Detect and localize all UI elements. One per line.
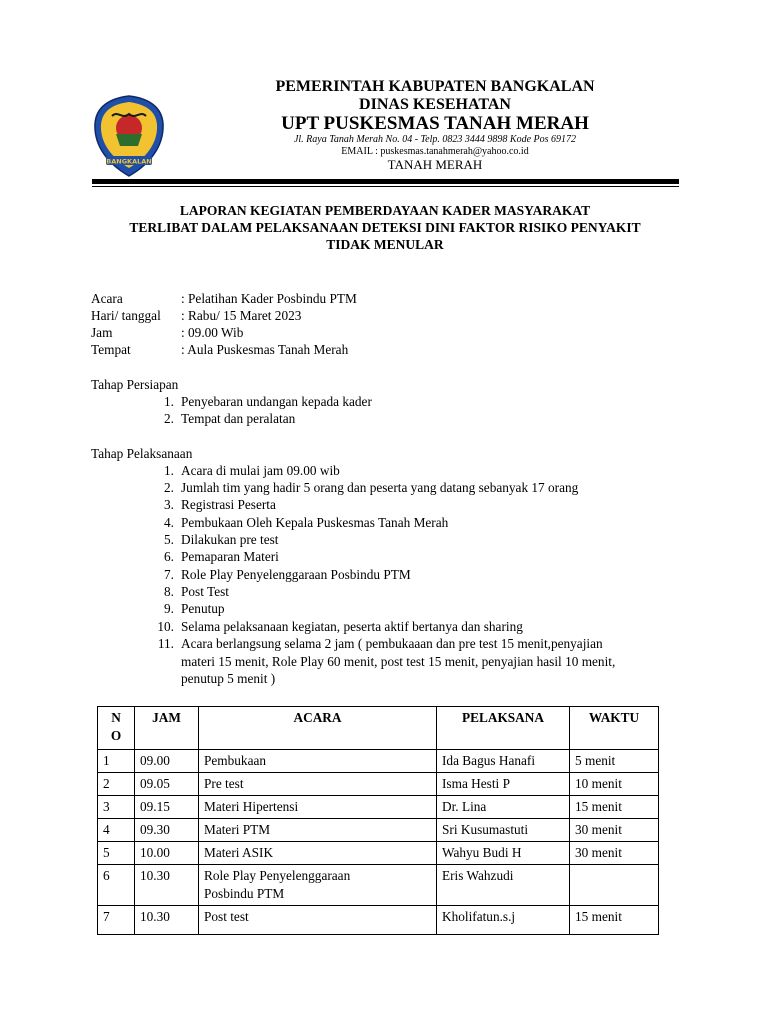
list-item: Tempat dan peralatan (181, 411, 296, 426)
cell-pelaksana: Dr. Lina (437, 796, 570, 819)
table-row (98, 842, 659, 865)
table-row (98, 796, 659, 819)
header-pelaksana: PELAKSANA (437, 707, 570, 750)
header-acara: ACARA (199, 707, 437, 750)
info-value-jam: : 09.00 Wib (181, 325, 244, 340)
list-item: Pemaparan Materi (181, 549, 279, 564)
header-jam: JAM (135, 707, 199, 750)
table-row (98, 865, 659, 906)
cell-pelaksana: Wahyu Budi H (437, 842, 570, 865)
letterhead-city: TANAH MERAH (387, 157, 483, 172)
cell-no: 7 (98, 906, 135, 935)
header-waktu: WAKTU (570, 707, 659, 750)
table-row (98, 773, 659, 796)
cell-jam: 09.00 (135, 750, 199, 773)
cell-pelaksana: Ida Bagus Hanafi (437, 750, 570, 773)
cell-waktu (570, 865, 659, 906)
info-value-hari-tanggal: : Rabu/ 15 Maret 2023 (181, 308, 302, 323)
cell-waktu: 30 menit (570, 819, 659, 842)
cell-pelaksana: Kholifatun.s.j (437, 906, 570, 935)
list-number: 7. (164, 567, 174, 582)
table-row (98, 906, 659, 935)
list-number: 1. (164, 394, 174, 409)
bangkalan-emblem-logo (92, 94, 166, 178)
cell-waktu: 15 menit (570, 906, 659, 935)
list-item: Pembukaan Oleh Kepala Puskesmas Tanah Merah (181, 515, 449, 530)
letterhead-government: PEMERINTAH KABUPATEN BANGKALAN (275, 78, 595, 95)
cell-acara: Pembukaan (199, 750, 437, 773)
letterhead-divider-thin (92, 186, 679, 187)
report-title-line-3: TIDAK MENULAR (326, 237, 444, 252)
report-title-line-2: TERLIBAT DALAM PELAKSANAAN DETEKSI DINI FAKTOR RISIKO PENYAKIT (129, 220, 641, 235)
letterhead-department: DINAS KESEHATAN (359, 96, 511, 113)
cell-waktu: 15 menit (570, 796, 659, 819)
header-no (98, 707, 135, 750)
list-number: 6. (164, 549, 174, 564)
section-heading-pelaksanaan: Tahap Pelaksanaan (91, 446, 193, 461)
list-item-continuation: materi 15 menit, Role Play 60 menit, post test 15 menit, penyajian hasil 10 menit, (181, 654, 616, 669)
cell-jam: 10.30 (135, 865, 199, 906)
list-item: Role Play Penyelenggaraan Posbindu PTM (181, 567, 411, 582)
letterhead-address: Jl. Raya Tanah Merah No. 04 - Telp. 0823 3444 9898 Kode Pos 69172 (293, 134, 577, 145)
header-no-line-1: N (111, 710, 121, 725)
cell-acara: Materi Hipertensi (199, 796, 437, 819)
cell-pelaksana: Isma Hesti P (437, 773, 570, 796)
list-item: Selama pelaksanaan kegiatan, peserta aktif bertanya dan sharing (181, 619, 523, 634)
list-number: 1. (164, 463, 174, 478)
letterhead-institution: UPT PUSKESMAS TANAH MERAH (281, 113, 589, 134)
cell-no: 5 (98, 842, 135, 865)
list-number: 10. (157, 619, 174, 634)
cell-waktu: 30 menit (570, 842, 659, 865)
cell-acara-line-2: Posbindu PTM (204, 886, 285, 901)
list-number: 5. (164, 532, 174, 547)
cell-jam: 09.15 (135, 796, 199, 819)
cell-no: 3 (98, 796, 135, 819)
cell-no: 1 (98, 750, 135, 773)
cell-no: 4 (98, 819, 135, 842)
schedule-table (97, 706, 659, 935)
list-item: Acara di mulai jam 09.00 wib (181, 463, 340, 478)
list-number: 9. (164, 601, 174, 616)
section-heading-persiapan: Tahap Persiapan (91, 377, 179, 392)
cell-acara: Materi ASIK (199, 842, 437, 865)
cell-waktu: 10 menit (570, 773, 659, 796)
cell-no: 2 (98, 773, 135, 796)
info-value-acara: : Pelatihan Kader Posbindu PTM (181, 291, 357, 306)
list-item: Penutup (181, 601, 225, 616)
list-number: 4. (164, 515, 174, 530)
table-row (98, 750, 659, 773)
cell-waktu: 5 menit (570, 750, 659, 773)
cell-pelaksana: Sri Kusumastuti (437, 819, 570, 842)
table-header-row (98, 707, 659, 750)
cell-jam: 10.00 (135, 842, 199, 865)
info-label-acara: Acara (91, 291, 123, 306)
list-number: 2. (164, 480, 174, 495)
cell-jam: 09.30 (135, 819, 199, 842)
list-item: Dilakukan pre test (181, 532, 279, 547)
cell-jam: 09.05 (135, 773, 199, 796)
svg-text:BANGKALAN: BANGKALAN (106, 157, 152, 166)
letterhead-email: EMAIL : puskesmas.tanahmerah@yahoo.co.id (341, 146, 529, 157)
list-item: Jumlah tim yang hadir 5 orang dan peserta yang datang sebanyak 17 orang (181, 480, 579, 495)
list-number: 2. (164, 411, 174, 426)
cell-no: 6 (98, 865, 135, 906)
info-label-jam: Jam (91, 325, 113, 340)
info-value-tempat: : Aula Puskesmas Tanah Merah (181, 342, 349, 357)
cell-acara: Post test (199, 906, 437, 935)
list-item: Penyebaran undangan kepada kader (181, 394, 372, 409)
list-number: 11. (157, 636, 174, 651)
list-item: Registrasi Peserta (181, 497, 276, 512)
info-label-tempat: Tempat (91, 342, 131, 357)
cell-jam: 10.30 (135, 906, 199, 935)
list-number: 3. (164, 497, 174, 512)
cell-acara: Materi PTM (199, 819, 437, 842)
cell-acara-line-1: Role Play Penyelenggaraan (204, 868, 351, 883)
header-no-line-2: O (110, 728, 122, 743)
cell-acara (199, 865, 437, 906)
table-row (98, 819, 659, 842)
info-label-hari-tanggal: Hari/ tanggal (91, 308, 161, 323)
list-item: Post Test (181, 584, 229, 599)
cell-pelaksana: Eris Wahzudi (437, 865, 570, 906)
report-title-line-1: LAPORAN KEGIATAN PEMBERDAYAAN KADER MASYARAKAT (179, 203, 591, 218)
list-item-continuation: penutup 5 menit ) (181, 671, 276, 686)
letterhead-divider-thick (92, 179, 679, 184)
list-item: Acara berlangsung selama 2 jam ( pembukaaan dan pre test 15 menit,penyajian (181, 636, 603, 651)
cell-acara: Pre test (199, 773, 437, 796)
list-number: 8. (164, 584, 174, 599)
